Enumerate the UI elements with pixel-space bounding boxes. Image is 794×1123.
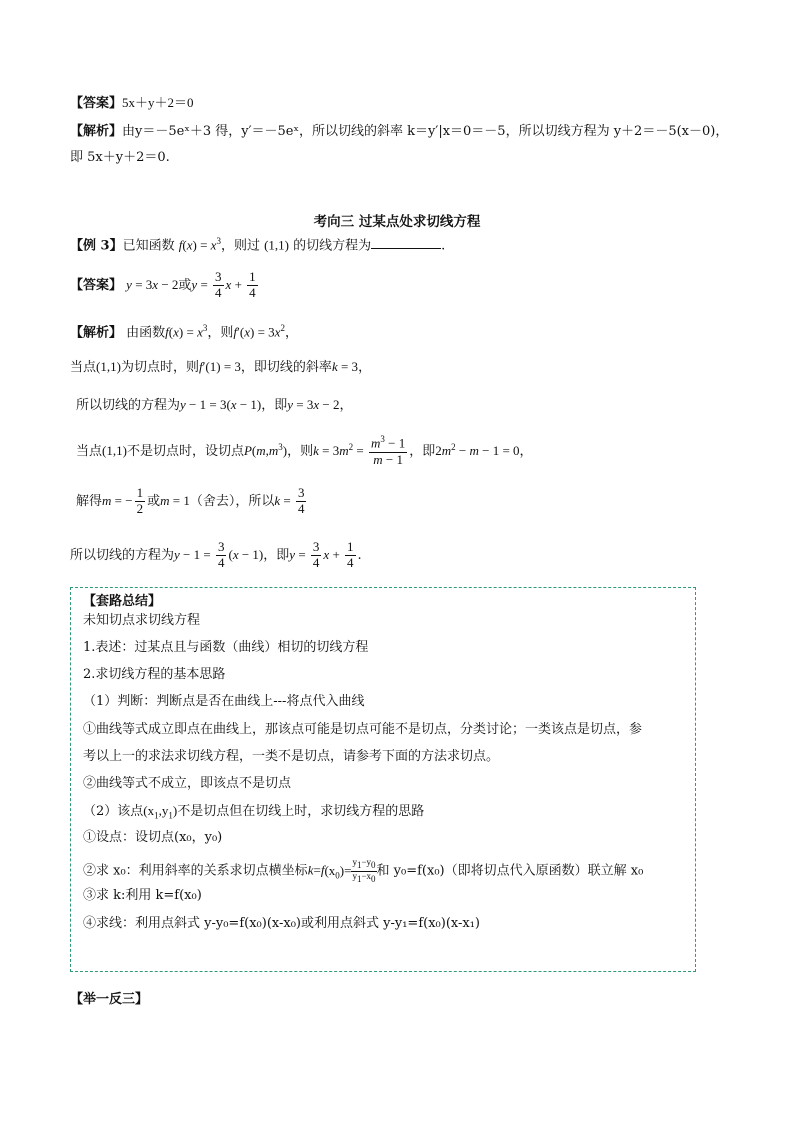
analysis-3-line-6: 所以切线的方程为y − 1 = $\frac{3}{4}$ (x − 1)，即y = $\frac{3}{4}$ x + $\frac{1}{4}$ . [70,539,362,570]
answer-3: 【答案】 y = 3x − 2或y = $\frac{3}{4}$ x + $\frac{1}{4}$ [70,269,256,300]
practice-heading: 【举一反三】 [70,992,149,1007]
summary-line-8: （2）该点$(x_1,y_1)$不是切点但在切线上时，求切线方程的思路 [83,803,425,821]
summary-line-10: ②求 x₀：利用斜率的关系求切点横坐标$k=f(x_0)=$ $\frac{y_1-y_0}{y_1-x_0}$ 和 y₀=f(x₀)（即将切点代入原函数）联立解 x₀ [83,857,644,884]
summary-line-2: 1.表述：过某点且与函数（曲线）相切的切线方程 [83,640,369,655]
analysis-3-line-3: 所以切线的方程为y − 1 = 3(x − 1)，即y = 3x − 2， [76,397,353,413]
summary-line-9: ①设点：设切点(x₀，y₀) [83,830,223,845]
answer-text: 5x＋y＋2＝0 [122,95,194,110]
analysis-line-2: 即 5x＋y＋2＝0. [70,150,170,165]
analysis-3-line-5: 解得m = − $\frac{1}{2}$ 或m = 1（舍去），所以k = $\frac{3}{4}$ [76,485,305,516]
analysis-label-3: 【解析】 [70,325,123,341]
summary-title: 【套路总结】 [83,594,162,609]
section-title: 考向三 过某点处求切线方程 [313,214,481,230]
analysis-3-line-2: 当点(1,1)为切点时，则f′(1) = 3，即切线的斜率k = 3， [70,359,372,375]
analysis-3-line-4: 当点(1,1)不是切点时，设切点$P(m,m^3)$，则$k = 3m^2$ = $\frac{m^3 - 1}{m - 1}$ ，即$2m^2 - m - 1 = 0$， [76,434,533,468]
example-label: 【例 3】 [70,238,123,254]
summary-line-7: ②曲线等式不成立，即该点不是切点 [83,776,292,791]
answer-line-1 [70,95,194,113]
summary-line-3: 2.求切线方程的基本思路 [83,667,226,682]
analysis-text-1: 由y＝－5eˣ＋3 得，y′＝－5eˣ，所以切线的斜率 k＝y′|x＝0＝－5，所以切线方程为 y＋2＝－5(x－0)， [122,124,729,139]
answer-blank [371,236,441,249]
summary-line-5: ①曲线等式成立即点在曲线上，那该点可能是切点可能不是切点，分类讨论；一类该点是切点，参 [83,722,643,737]
summary-line-4: （1）判断：判断点是否在曲线上---将点代入曲线 [83,694,365,709]
answer-label-3: 【答案】 [70,277,123,293]
analysis-line-1 [70,124,728,141]
summary-line-12: ④求线：利用点斜式 y-y₀=f(x₀)(x-x₀)或利用点斜式 y-y₁=f(x₀)(x-x₁) [83,916,480,931]
answer-label: 【答案】 [70,96,123,111]
analysis-label: 【解析】 [70,124,123,139]
summary-box [70,587,696,972]
example-3: 【例 3】已知函数 $f(x) = x^3$，则过 (1,1) 的切线方程为 . [70,236,446,254]
summary-line-11: ③求 k:利用 k=f(x₀) [83,888,202,903]
analysis-3-line-1: 【解析】 由函数$f(x) = x^3$，则$f'(x) = 3x^2$， [70,323,298,341]
summary-line-6: 考以上一的求法求切线方程，一类不是切点，请参考下面的方法求切点。 [83,749,500,764]
summary-line-1: 未知切点求切线方程 [83,613,201,628]
